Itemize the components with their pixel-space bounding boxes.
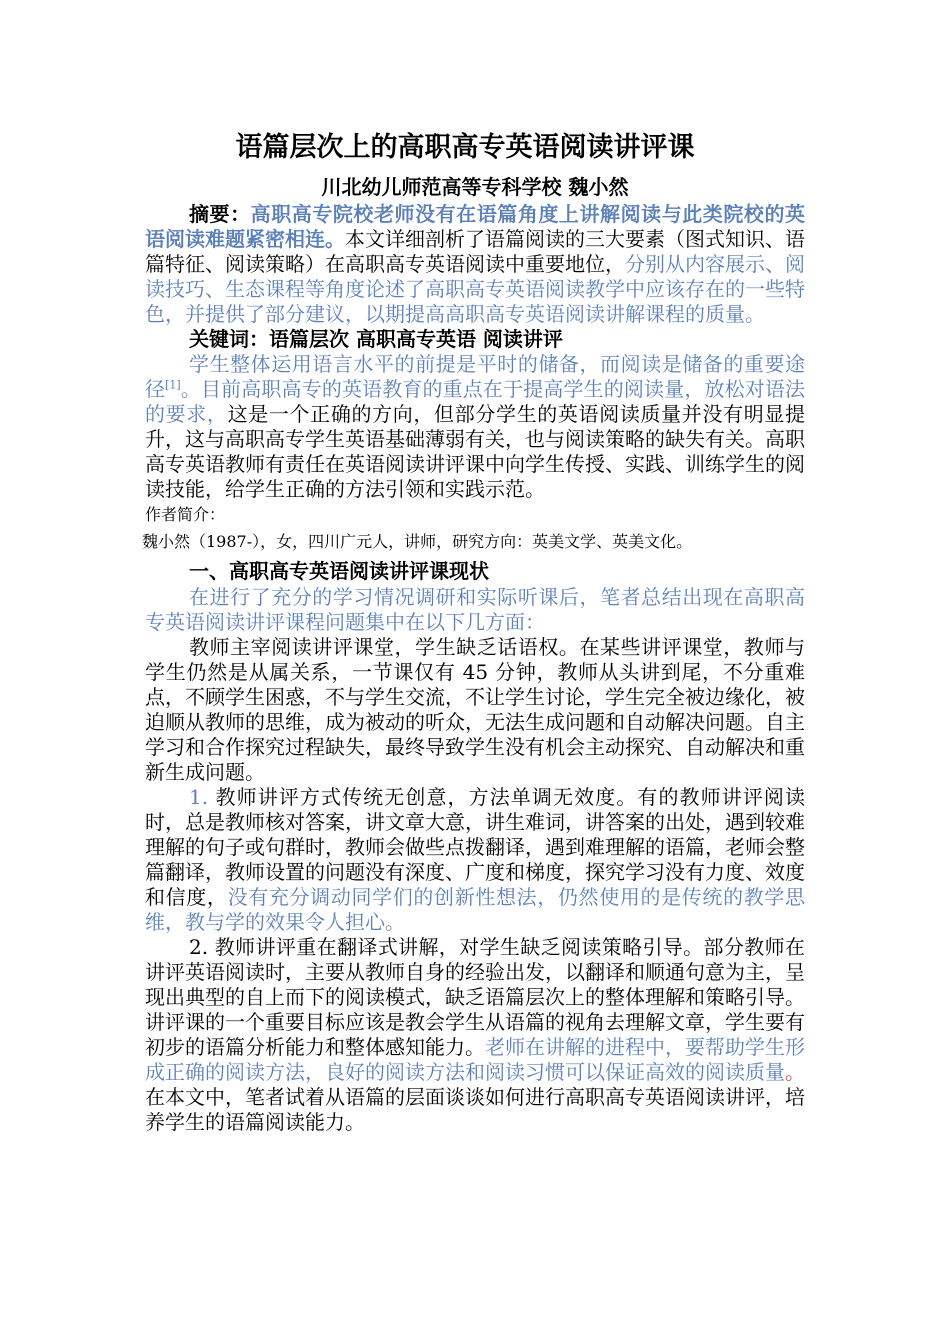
problem-2-period: 。 [785, 1060, 805, 1084]
problem-1-text-blue: 没有充分调动同学们的创新性想法，仍然使用的是传统的教学思维，教与学的效果令人担心。 [145, 885, 806, 934]
intro-text: 这是一个正确的方向，但部分学生的英语阅读质量并没有明显提升，这与高职高专学生英语基础薄弱有关，也与阅读策略的缺失有关。高职高专英语教师有责任在英语阅读讲评课中向学生传授、实践、训练学生的阅读技能，给学生正确的方法引领和实践示范。 [145, 402, 806, 501]
intro-paragraph [145, 352, 805, 502]
abstract-text: 本文详细剖析了语篇阅读的三大要素（图式知识、语篇特征、阅读策略）在高职高专英语阅读中重要地位， [145, 227, 805, 276]
problem-2-text-end: 在本文中，笔者试着从语篇的层面谈谈如何进行高职高专英语阅读讲评，培养学生的语篇阅读能力。 [145, 1085, 805, 1134]
problem-2-paragraph [145, 935, 805, 1135]
keywords-text: 语篇层次 高职高专英语 阅读讲评 [269, 327, 563, 351]
intro-text-blue-2: 。目前高职高专的英语教育的重点在于提高学生的阅读量，放松对语法的要求， [145, 377, 806, 426]
problem-1-paragraph [145, 785, 805, 935]
abstract-label: 摘要： [189, 202, 251, 226]
section-intro-paragraph: 在进行了充分的学习情况调研和实际听课后，笔者总结出现在高职高专英语阅读讲评课程问题集中在以下几方面： [145, 585, 805, 634]
author-bio: 魏小然（1987-），女，四川广元人，讲师，研究方向：英美文学、英美文化。 [142, 532, 693, 551]
problem-1-text: 教师讲评方式传统无创意，方法单调无效度。有的教师讲评阅读时，总是教师核对答案，讲文章大意，讲生难词，讲答案的出处，遇到较难理解的句子或句群时，教师会做些点拨翻译，遇到难理解的语篇，老师会整篇翻译，教师设置的问题没有深度、广度和梯度，探究学习没有力度、效度和信度， [145, 785, 805, 909]
abstract-highlight: 高职高专院校老师没有在语篇角度上讲解阅读与此类院校的英语阅读难题紧密相连。 [145, 202, 806, 251]
citation-ref: [1] [165, 378, 181, 392]
abstract-text-blue: 分别从内容展示、阅读技巧、生态课程等角度论述了高职高专英语阅读教学中应该存在的一些特色，并提供了部分建议，以期提高高职高专英语阅读讲解课程的质量。 [145, 252, 805, 326]
page-title: 语篇层次上的高职高专英语阅读讲评课 [235, 132, 695, 163]
keywords-paragraph [145, 327, 805, 352]
author-note-label: 作者简介： [145, 505, 226, 524]
keywords-label: 关键词： [189, 327, 269, 351]
list-number-1: 1. [189, 785, 209, 809]
problem-paragraph: 教师主宰阅读讲评课堂，学生缺乏话语权。在某些讲评课堂，教师与学生仍然是从属关系，一节课仅有 45 分钟，教师从头讲到尾，不分重难点，不顾学生困惑，不与学生交流，不让学生讨论，学生完全被边缘化，被迫顺从教师的思维，成为被动的听众，无法生成问题和自动解决问题。自主学习和合作探究过程缺失，最终导致学生没有机会主动探究、自动解决和重新生成问题。 [145, 635, 805, 784]
author-affiliation: 川北幼儿师范高等专科学校 魏小然 [321, 175, 629, 199]
section-heading: 一、高职高专英语阅读讲评课现状 [189, 559, 489, 583]
intro-text-blue: 学生整体运用语言水平的前提是平时的储备，而阅读是储备的重要途径 [145, 352, 805, 401]
abstract-paragraph [145, 202, 805, 327]
problem-2-text-blue: 老师在讲解的进程中，要帮助学生形成正确的阅读方法，良好的阅读方法和阅读习惯可以保证高效的阅读质量 [145, 1035, 805, 1084]
document-page [142, 128, 806, 1135]
problem-2-text: 2. 教师讲评重在翻译式讲解，对学生缺乏阅读策略引导。部分教师在讲评英语阅读时，主要从教师自身的经验出发，以翻译和顺通句意为主，呈现出典型的自上而下的阅读模式，缺乏语篇层次上的整体理解和策略引导。讲评课的一个重要目标应该是教会学生从语篇的视角去理解文章，学生要有初步的语篇分析能力和整体感知能力。 [145, 935, 805, 1059]
